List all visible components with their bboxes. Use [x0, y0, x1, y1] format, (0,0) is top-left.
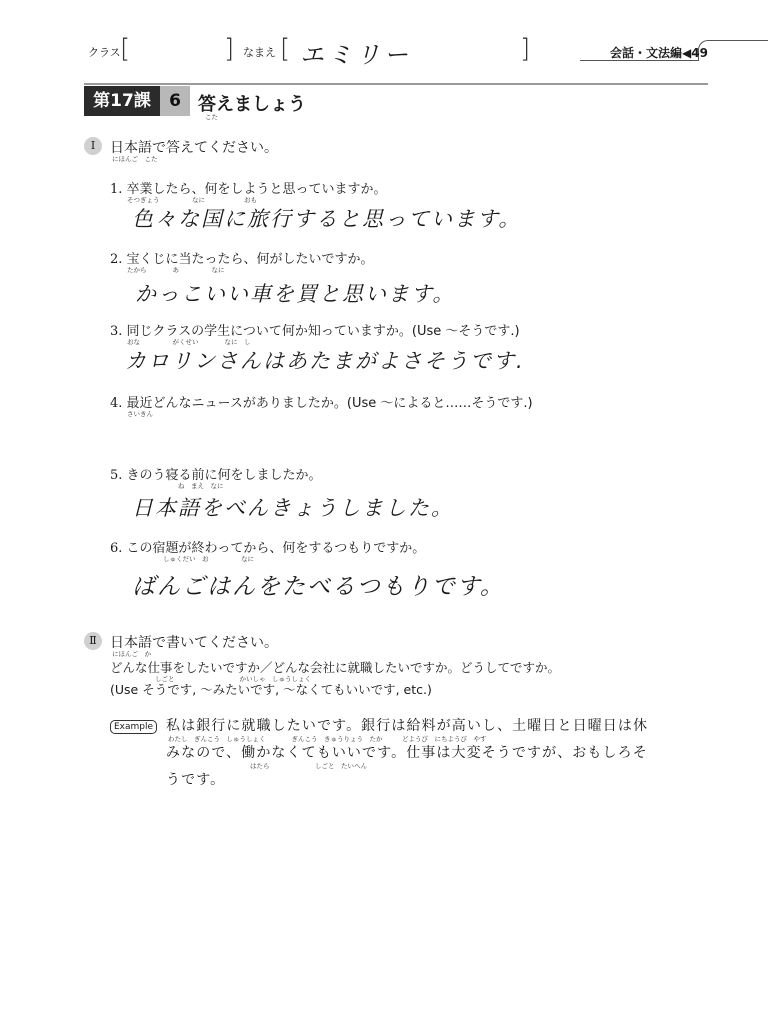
lesson-number: 第17課	[84, 86, 160, 116]
example-badge: Example	[110, 720, 157, 734]
example-line-2: みなので、働かなくてもいいです。仕事は大変そうですが、おもしろそ	[166, 745, 648, 761]
class-field[interactable]	[132, 36, 222, 64]
question-number: 4.	[110, 396, 123, 411]
question-5-furigana: ね まえ なに	[178, 482, 224, 490]
example-line-1-furigana: わたし ぎんこう しゅうしょく ぎんこう きゅうりょう たか どようび にちようび やす	[168, 735, 487, 743]
example-line-1: 私は銀行に就職したいです。銀行は給料が高いし、土曜日と日曜日は休	[166, 718, 649, 734]
name-bracket-open: [	[280, 34, 291, 64]
question-text: 同じクラスの学生について何か知っていますか。(Use ～そうです.)	[126, 324, 520, 339]
lesson-title: 答えましょう	[198, 94, 306, 115]
answer-2[interactable]: かっこいい車を買と思います。	[135, 282, 456, 306]
part2-writing-area[interactable]	[110, 800, 710, 1000]
answer-4[interactable]	[132, 420, 692, 460]
question-4-furigana: さいきん	[127, 410, 153, 418]
question-4	[110, 392, 533, 411]
class-label: クラス	[88, 46, 121, 59]
part2-prompt: どんな仕事をしたいですか／どんな会社に就職したいですか。どうしてですか。	[110, 660, 561, 675]
part1-instruction-furigana: にほんご こた	[112, 155, 158, 163]
part2-numeral: Ⅱ	[84, 632, 102, 650]
question-text: きのう寝る前に何をしましたか。	[126, 468, 322, 483]
part2-prompt-furigana: しごと かいしゃ しゅうしょく	[155, 675, 311, 683]
class-bracket-open: [	[120, 34, 131, 64]
question-text: この宿題が終わってから、何をするつもりですか。	[126, 541, 426, 556]
name-label: なまえ	[243, 46, 276, 59]
name-bracket-close: ]	[520, 34, 531, 64]
part2-usage-hint: (Use そうです, ～みたいです, ～なくてもいいです, etc.)	[110, 682, 432, 697]
question-2-furigana: たから あ なに	[127, 266, 225, 274]
question-3-furigana: おな がくせい なに し	[127, 338, 251, 346]
class-bracket-close: ]	[224, 34, 235, 64]
name-field[interactable]: エミリー	[300, 41, 412, 69]
part1-numeral: Ⅰ	[84, 137, 102, 155]
answer-5[interactable]: 日本語をべんきょうしました。	[132, 496, 454, 520]
lesson-title-furigana: こた	[205, 113, 218, 121]
book-tab-corner	[698, 40, 768, 61]
example-line-3: うです。	[166, 772, 226, 788]
part2-instruction-furigana: にほんご か	[112, 650, 151, 658]
question-6	[110, 537, 425, 556]
question-text: 最近どんなニュースがありましたか。(Use ～によると……そうです.)	[126, 396, 533, 411]
part1-instruction: 日本語で答えてください。	[110, 140, 278, 156]
question-6-furigana: しゅくだい お なに	[163, 555, 254, 563]
question-number: 6.	[110, 541, 123, 556]
question-text: 卒業したら、何をしようと思っていますか。	[126, 182, 387, 197]
question-text: 宝くじに当たったら、何がしたいですか。	[126, 252, 374, 267]
answer-6[interactable]: ばんごはんをたべるつもりです。	[132, 574, 505, 600]
question-1-furigana: そつぎょう なに おも	[127, 196, 257, 204]
header-rule	[84, 83, 708, 85]
question-number: 3.	[110, 324, 123, 339]
answer-3[interactable]: カロリンさんはあたまがよさそうです.	[125, 349, 525, 373]
question-number: 5.	[110, 468, 123, 483]
question-number: 2.	[110, 252, 123, 267]
section-number: 6	[160, 86, 190, 116]
book-reference: 会話・文法編◀49	[610, 46, 708, 60]
answer-1[interactable]: 色々な国に旅行すると思っています。	[132, 207, 522, 231]
question-number: 1.	[110, 182, 123, 197]
part2-instruction: 日本語で書いてください。	[110, 635, 278, 651]
example-line-2-furigana: はたら しごと たいへん	[250, 762, 367, 770]
